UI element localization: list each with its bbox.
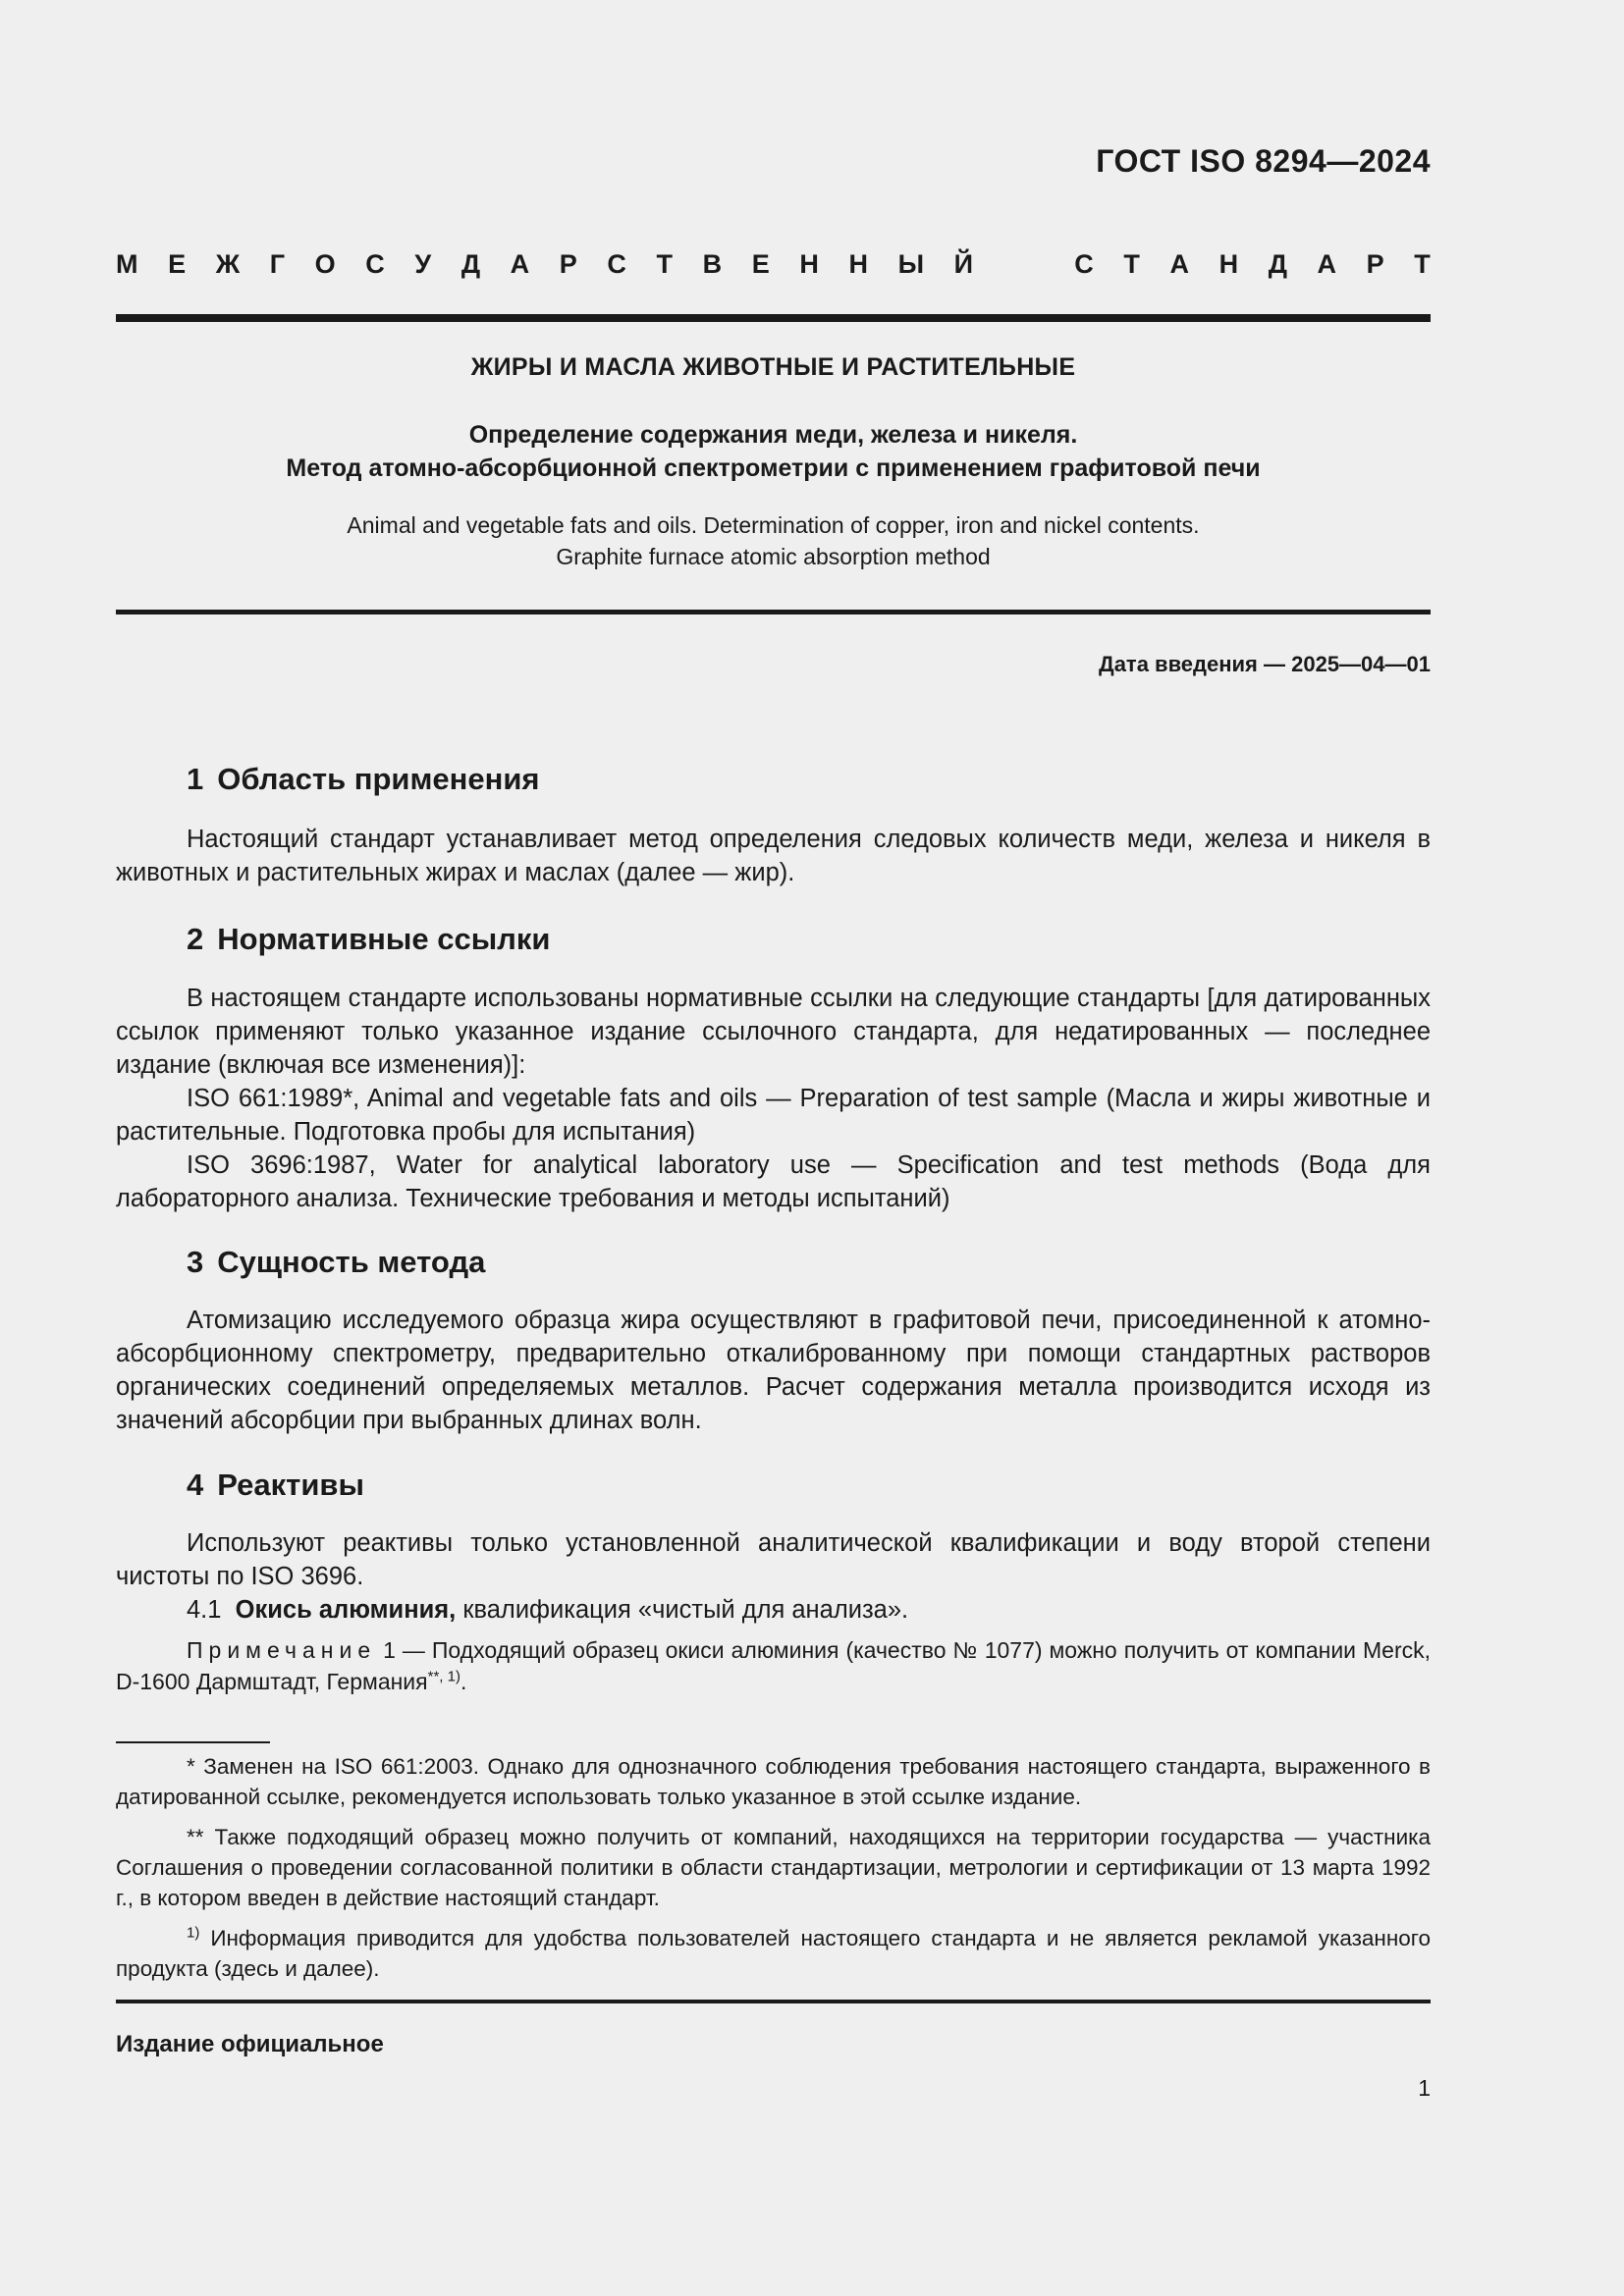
banner-letter: Т [1414, 249, 1431, 279]
footnote-1 [116, 1923, 1431, 1984]
banner-letter: Н [1218, 249, 1239, 279]
section-2-heading [187, 922, 550, 957]
section-title: Область применения [217, 762, 540, 796]
paragraph: Настоящий стандарт устанавливает метод определения следовых количеств меди, железа и никеля в животных и растительных жирах и маслах (далее — жир). [116, 826, 1431, 886]
section-2-body [116, 982, 1431, 1215]
subtitle [116, 418, 1431, 485]
section-number: 3 [187, 1245, 204, 1279]
note-number: 1 — [376, 1637, 432, 1663]
banner-letter: Й [953, 249, 974, 279]
note-text: Подходящий образец окиси алюминия (качество № 1077) можно получить от компании Merck, D-1600 Дармштадт, Германия [116, 1637, 1431, 1694]
paragraph: В настоящем стандарте использованы нормативные ссылки на следующие стандарты [для датированных ссылок применяют только указанное издание ссылочного стандарта, для недатированных — последнее издание (включая все изменения)]: [116, 985, 1431, 1079]
subsection-4-1 [116, 1593, 1431, 1627]
banner-letter: Т [1123, 249, 1140, 279]
banner-letter: Д [460, 249, 481, 279]
banner-letter: С [365, 249, 385, 279]
note-1 [116, 1634, 1431, 1697]
section-title: Сущность метода [217, 1245, 486, 1279]
banner-letter: Р [1366, 249, 1384, 279]
header-rule [116, 314, 1431, 322]
banner-letter: Е [751, 249, 770, 279]
banner-letter: А [510, 249, 530, 279]
main-title: ЖИРЫ И МАСЛА ЖИВОТНЫЕ И РАСТИТЕЛЬНЫЕ [470, 353, 1076, 381]
english-title [116, 509, 1431, 572]
footnote-asterisk: * Заменен на ISO 661:2003. Однако для однозначного соблюдения требования настоящего стандарта, выраженного в датированной ссылке, рекомендуется использовать только указанное в этой ссылке издание. [116, 1754, 1431, 1809]
title-rule [116, 610, 1431, 614]
banner-letter: Ж [215, 249, 241, 279]
section-number: 1 [187, 762, 204, 796]
subtitle-line-2: Метод атомно-абсорбционной спектрометрии с применением графитовой печи [286, 454, 1261, 482]
reference-iso-3696: ISO 3696:1987, Water for analytical laboratory use — Specification and test methods (Вода для лабораторного анализа. Технические требования и методы испытаний) [116, 1151, 1431, 1212]
banner-letter: С [1074, 249, 1094, 279]
footnote-double-asterisk: ** Также подходящий образец можно получить от компаний, находящихся на территории государства — участника Соглашения о проведении согласованной политики в области стандартизации, метрологии и сертификации от 13 марта 1992 г., в котором введен в действие настоящий стандарт. [116, 1825, 1431, 1910]
footer-rule [116, 2000, 1431, 2003]
banner-letter: Е [168, 249, 187, 279]
reagent-qualification: квалификация «чистый для анализа». [456, 1596, 909, 1624]
section-number: 4 [187, 1468, 204, 1502]
note-end: . [460, 1669, 467, 1694]
banner-letter: Г [269, 249, 286, 279]
footnote-separator [116, 1741, 270, 1743]
subtitle-line-1: Определение содержания меди, железа и никеля. [468, 421, 1078, 449]
banner-letter: В [702, 249, 723, 279]
note-footnote-refs: **, 1) [427, 1668, 460, 1685]
paragraph: Атомизацию исследуемого образца жира осуществляют в графитовой печи, присоединенной к атомно-абсорбционному спектрометру, предварительно откалиброванному при помощи стандартных растворов органических соединений определяемых металлов. Расчет содержания металла производится исходя из значений абсорбции при выбранных длинах волн. [116, 1307, 1431, 1434]
document-code: ГОСТ ISO 8294—2024 [1096, 143, 1431, 179]
banner-letter: Т [656, 249, 674, 279]
section-title: Реактивы [217, 1468, 364, 1502]
introduction-date: Дата введения — 2025—04—01 [1099, 652, 1431, 676]
english-title-line-2: Graphite furnace atomic absorption method [556, 544, 991, 569]
banner-letter: Р [559, 249, 577, 279]
banner-letter: М [116, 249, 138, 279]
banner-letter: А [1317, 249, 1337, 279]
reagent-name: Окись алюминия, [235, 1596, 457, 1624]
section-number: 2 [187, 922, 204, 956]
banner-letter: Н [799, 249, 819, 279]
banner-letter: Ы [897, 249, 925, 279]
section-4-heading [187, 1468, 364, 1503]
section-title: Нормативные ссылки [217, 922, 551, 956]
banner-letter: Д [1268, 249, 1287, 279]
interstate-standard-banner [116, 249, 1431, 280]
footnotes [116, 1751, 1431, 1994]
english-title-line-1: Animal and vegetable fats and oils. Determination of copper, iron and nickel contents. [347, 512, 1200, 538]
banner-letter: Н [848, 249, 868, 279]
banner-letter: О [314, 249, 336, 279]
section-1-heading [187, 762, 540, 797]
official-edition-label: Издание официальное [116, 2031, 384, 2057]
banner-letter: У [414, 249, 432, 279]
banner-letter: А [1169, 249, 1189, 279]
note-label: Примечание [187, 1637, 377, 1663]
footnote-mark: 1) [187, 1924, 200, 1942]
section-1-body [116, 823, 1431, 889]
reference-iso-661: ISO 661:1989*, Animal and vegetable fats and oils — Preparation of test sample (Масла и жиры животные и растительные. Подготовка пробы для испытания) [116, 1085, 1431, 1146]
subsection-number: 4.1 [187, 1596, 222, 1624]
footnote-text: Информация приводится для удобства пользователей настоящего стандарта и не является рекламой указанного продукта (здесь и далее). [116, 1926, 1431, 1981]
page-number: 1 [1418, 2075, 1431, 2101]
section-3-heading [187, 1245, 485, 1280]
section-4-body [116, 1526, 1431, 1697]
paragraph: Используют реактивы только установленной аналитической квалификации и воду второй степени чистоты по ISO 3696. [116, 1529, 1431, 1590]
banner-letter: С [607, 249, 626, 279]
section-3-body [116, 1304, 1431, 1437]
